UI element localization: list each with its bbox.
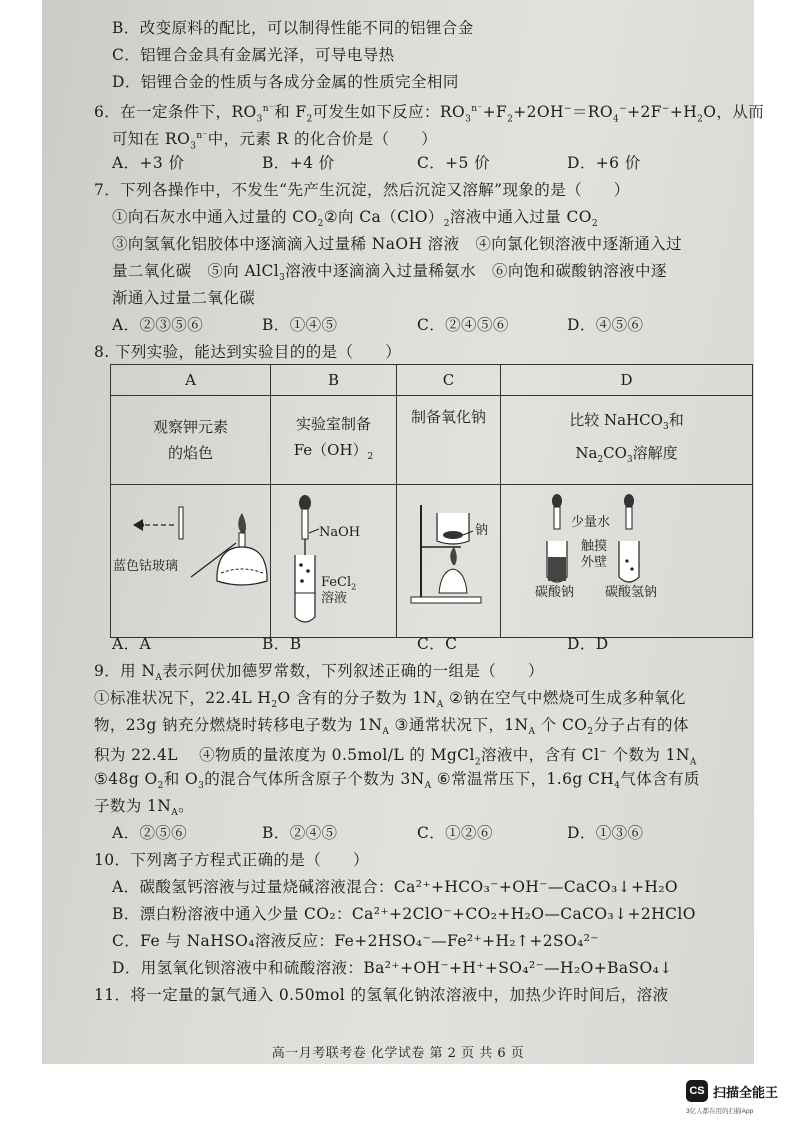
pic-d	[501, 485, 753, 638]
dropper-and-test-tube-icon	[271, 485, 397, 637]
q9-options	[112, 823, 643, 843]
q9-option-b: B．②④⑤	[262, 824, 338, 842]
q6-option-a: A．+3 价	[112, 154, 185, 172]
q8-options	[112, 634, 609, 654]
naoh-label: NaOH	[319, 525, 361, 540]
page-footer: 高一月考联考卷 化学试卷 第 2 页 共 6 页	[271, 1046, 525, 1061]
solution-label: 溶液	[321, 591, 348, 606]
pic-b	[271, 485, 397, 638]
q7-option-d: D．④⑤⑥	[567, 316, 644, 334]
q7-options	[112, 315, 643, 335]
q8-option-a: A．A	[112, 635, 152, 653]
q9-option-a: A．②⑤⑥	[112, 824, 188, 842]
q6-option-d: D．+6 价	[567, 154, 641, 172]
sodium-label: 钠	[475, 523, 489, 538]
cobalt-glass-label: 蓝色钴玻璃	[113, 559, 179, 574]
little-water-label: 少量水	[571, 515, 611, 530]
desc-b: 实验室制备 $Fe(OH)_2$	[271, 396, 397, 485]
camscanner-logo-icon: CS	[686, 1080, 708, 1102]
q7-option-a: A．②③⑤⑥	[112, 316, 204, 334]
touch-label-1: 触摸	[581, 539, 608, 554]
col-header-c: C	[397, 365, 501, 396]
q9-option-d: D．①③⑥	[567, 824, 644, 842]
q10-option-a: A．碳酸氢钙溶液与过量烧碱溶液混合：Ca²⁺+HCO₃⁻+OH⁻—CaCO₃↓+H₂O	[112, 878, 679, 896]
q8-option-c: C．C	[417, 635, 458, 653]
q9-line3: 物，23g 钠充分燃烧时转移电子数为 $1N_A$ ③通常状况下，$1N_A$ 个 $CO_2$分子占有的体	[94, 716, 689, 738]
fecl2-label: FeCl$_2$	[321, 575, 357, 592]
q6-option-b: B．+4 价	[262, 154, 335, 172]
two-test-tubes-icon	[501, 485, 753, 637]
sodium-carbonate-label: 碳酸钠	[535, 585, 575, 600]
q5-option-d: D．铝锂合金的性质与各成分金属的性质完全相同	[112, 73, 459, 91]
brand-name: 扫描全能王	[713, 1085, 779, 1100]
q5-option-b: B．改变原料的配比，可以制得性能不同的铝锂合金	[112, 19, 474, 37]
q6-option-c: C．+5 价	[417, 154, 491, 172]
q8-option-b: B．B	[262, 635, 302, 653]
q9-option-c: C．①②⑥	[417, 824, 493, 842]
q7-line1: ①向石灰水中通入过量的 $CO_2②$向 $Ca(ClO)_2$溶液中通入过量 $CO_2$	[112, 208, 598, 230]
q7-line4: 渐通入过量二氧化碳	[112, 289, 256, 307]
q10-stem: 10．下列离子方程式正确的是（ ）	[94, 851, 369, 869]
q7-stem: 7．下列各操作中，不发生“先产生沉淀，然后沉淀又溶解”现象的是（ ）	[94, 181, 630, 199]
brand-tagline: 3亿人都在用的扫描App	[686, 1108, 754, 1115]
col-header-a: A	[111, 365, 271, 396]
desc-c: 制备氧化钠	[397, 396, 501, 485]
q9-stem: 9．用 $N_A$表示阿伏加德罗常数，下列叙述正确的一组是（ ）	[94, 662, 544, 684]
q7-option-b: B．①④⑤	[262, 316, 338, 334]
col-header-b: B	[271, 365, 397, 396]
pic-a	[111, 485, 271, 638]
q10-option-c: C．Fe 与 NaHSO₄溶液反应：Fe+2HSO₄⁻—Fe²⁺+H₂↑+2SO₄²⁻	[112, 932, 599, 950]
q9-line4: 积为 22.4L ④物质的量浓度为 0.5mol/L 的 MgCl$_2$溶液中，含有 Cl− 个数为 $1N_A$	[94, 746, 697, 768]
q6-stem-line2: 可知在 $RO_3^{n^-}$中，元素 R 的化合价是（ ）	[112, 130, 438, 152]
q7-option-c: C．②④⑤⑥	[417, 316, 509, 334]
q6-options	[112, 153, 641, 173]
q10-option-b: B．漂白粉溶液中通入少量 CO₂：Ca²⁺+2ClO⁻+CO₂+H₂O—CaCO₃↓+2HClO	[112, 905, 696, 923]
desc-d: 比较 NaHCO$_3$和 $Na_2CO_3$溶解度	[501, 396, 753, 485]
q8-stem: 8. 下列实验，能达到实验目的的是（ ）	[94, 343, 402, 361]
pic-c	[397, 485, 501, 638]
q7-line2: ③向氢氧化铝胶体中逐滴滴入过量稀 NaOH 溶液 ④向氯化钡溶液中逐渐通入过	[112, 235, 683, 253]
q7-line3: 量二氧化碳 ⑤向 AlCl$_3$溶液中逐滴滴入过量稀氨水 ⑥向饱和碳酸钠溶液中逐	[112, 262, 667, 284]
q9-line6: 子数为 $1N_A$。	[94, 797, 195, 819]
sodium-bicarbonate-label: 碳酸氢钠	[605, 585, 658, 600]
q11-stem: 11．将一定量的氯气通入 0.50mol 的氢氧化钠浓溶液中，加热少许时间后，溶液	[94, 986, 669, 1004]
q9-line5: ⑤48g $O_2$和 $O_3$的混合气体所含原子个数为 $3N_A$ ⑥常温常压下，1.6g $CH_4$气体含有质	[94, 770, 700, 792]
scanner-watermark	[686, 1080, 790, 1120]
q6-stem-line1: 6．在一定条件下，$RO_3^{n^-}$和 $F_2$可发生如下反应：$RO_3^{n^-}+F_2+2OH^-=RO_4^-+2F^-+H_2O$，从而	[94, 103, 765, 125]
exam-page	[42, 0, 765, 1064]
q8-experiment-table	[110, 364, 753, 638]
col-header-d: D	[501, 365, 753, 396]
q5-option-c: C．铝锂合金具有金属光泽，可导电导热	[112, 46, 395, 64]
touch-label-2: 外壁	[581, 555, 608, 570]
q8-option-d: D．D	[567, 635, 609, 653]
q9-line2: ①标准状况下，22.4L $H_2O$ 含有的分子数为 $1N_A$ ②钠在空气中燃烧可生成多种氧化	[94, 689, 686, 711]
q10-option-d: D．用氢氧化钡溶液中和硫酸溶液：Ba²⁺+OH⁻+H⁺+SO₄²⁻—H₂O+BaSO₄↓	[112, 959, 673, 977]
heating-apparatus-icon	[397, 485, 501, 637]
desc-a: 观察钾元素 的焰色	[111, 396, 271, 485]
